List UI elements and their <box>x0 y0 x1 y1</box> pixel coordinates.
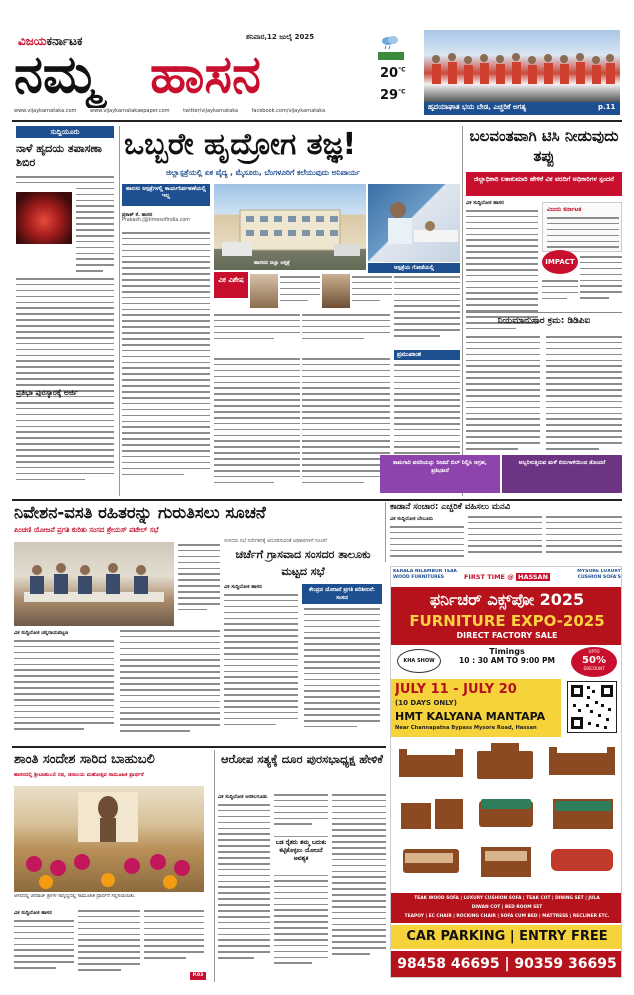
story3-box-body <box>304 608 380 744</box>
bottom-mid-col3 <box>332 794 386 980</box>
weather-label-box <box>378 52 404 60</box>
bahubali-ceremony-photo <box>14 786 204 892</box>
bottom-left-page-ref: P.03 <box>190 972 206 980</box>
story2-headline: ನಿವೇಶನ-ವಸತಿ ರಹಿತರನ್ನು ಗುರುತಿಸಲು ಸೂಚನೆ <box>14 503 266 522</box>
promo-bar <box>380 455 622 493</box>
promo-left[interactable]: ಕಾಮಗಾರಿ ವರದಿಯನ್ನು ನೀಡದೆ ಬಿಲ್ ನಿಲ್ಲಿಸಿ ಆಗ್ರಹ, ಪ್ರತಿಭಟನೆ <box>380 455 500 493</box>
bottom-left-story <box>14 750 210 982</box>
lead-sub-section: ಪ್ರಮುಖಾಂಶ <box>394 350 460 360</box>
meeting-photo <box>14 542 174 626</box>
ad-days: (10 DAYS ONLY) <box>395 699 457 707</box>
right-top-inner-rule <box>466 312 622 313</box>
ad-discount-badge <box>571 647 617 677</box>
top-photo-caption-band <box>424 102 620 115</box>
story2-photo-side-text <box>178 544 220 626</box>
ad-city: HASSAN <box>518 573 549 581</box>
right-top-col2 <box>580 256 622 308</box>
bottom-mid-col1 <box>218 804 270 980</box>
masthead-links <box>14 108 424 117</box>
impact-stamp: IMPACT <box>542 250 578 274</box>
right-top-sub-headline: ನಿಯಮಾನುಸಾರ ಕ್ರಮ: ಡಿಡಿಪಿಐ <box>497 316 591 326</box>
hospital-photo-caption: ಹಾಸನದ ಜಿಲ್ಲಾ ಆಸ್ಪತ್ರೆ <box>254 260 290 266</box>
story4 <box>390 502 622 564</box>
lead-photo-desc-mid <box>302 314 390 354</box>
paper-prefix: ವಿಜಯ <box>18 34 47 48</box>
website-link[interactable]: www.vijaykarnataka.com <box>14 108 77 114</box>
bottom-mid-col2a <box>274 794 328 834</box>
story2-body <box>14 542 220 742</box>
top-right-group-photo <box>424 30 620 102</box>
story3-headline: ಚರ್ಚೆಗೆ ಗ್ರಾಸವಾದ ಸಂಸದರ ತಾಲೂಕು ಮಟ್ಟದ ಸಭೆ <box>235 548 371 578</box>
sidebar-body-text <box>76 176 114 276</box>
newspaper-clipping <box>542 202 622 252</box>
story4-byline: ವಿಕ ಸುದ್ದಿಲೋಕ ಬೇಲೂರು <box>390 516 433 522</box>
ad-discount-prefix: UPTO <box>588 649 600 654</box>
masthead-divider <box>12 120 622 122</box>
story2 <box>14 502 382 542</box>
story4-col2 <box>468 516 542 564</box>
paper-name-text: ಕರ್ನಾಟಕ <box>46 34 83 48</box>
story3 <box>224 538 382 744</box>
lead-headline: ಒಬ್ಬರೇ ಹೃದ್ರೋಗ ತಜ್ಞ! <box>124 127 357 162</box>
lead-right-divider <box>462 126 463 496</box>
doctor-portrait-1 <box>250 274 278 308</box>
top-photo-page-ref: p.11 <box>598 103 616 111</box>
temp-low <box>380 88 414 104</box>
bottom-left-subhead: ಹಾಸನದಲ್ಲಿ ಶ್ರೀಬಾಹುಬಲಿ ರಥ, ಜಿನಾಲಯ ಮಹೋತ್ಸವ ಸಾಮೂಹಿಕ ಪ್ರಾರ್ಥನೆ <box>14 772 144 778</box>
story3-byline: ವಿಕ ಸುದ್ದಿಲೋಕ ಹಾಸನ <box>224 584 262 590</box>
bottom-mid-headline: ಆರೋಪ ಸತ್ಯಕ್ಕೆ ದೂರ ಪುರಸಭಾಧ್ಯಕ್ಷ ಹೇಳಿಕೆ <box>221 752 383 766</box>
story2-col2 <box>120 630 220 742</box>
ad-qr-code[interactable] <box>567 681 617 733</box>
sidebar-body-text-2 <box>16 176 114 188</box>
facebook-link[interactable]: facebook.com/vijaykarnataka <box>251 108 326 114</box>
lead-kicker: ಹಾಲಸು ಆಸ್ಪತ್ರೆಗಳಲ್ಲಿ ಕಾರ್ಯನಿರ್ವಹಣೆಯಲ್ಲಿ ಇಲ್ಲ <box>122 184 210 206</box>
ad-title: FURNITURE EXPO-2025 <box>409 612 605 630</box>
ad-right-brand: MYSORE LUXURY CUSHION SOFA'S <box>577 569 621 580</box>
ad-date-block <box>391 679 561 737</box>
lead-byline <box>122 212 210 230</box>
masthead-title-left: ನಮ್ಮ <box>14 45 100 105</box>
quote-box-2 <box>352 276 392 310</box>
ad-products-line3: TEAPOY | EC CHAIR | ROCKING CHAIR | SOFA CUM BED | MATTRESS | RECLINER ETC. <box>404 914 610 919</box>
lead-story <box>122 124 460 498</box>
vk-special-badge: ವಿಕ ವಿಶೇಷ <box>214 272 248 298</box>
right-top-band: ಜಿಲ್ಲಾಧಿಕಾರಿ ಲತಾಕುಮಾರಿ ಹೇಳಿಕೆ ವಿಕ ವರದಿಗೆ ಅಧಿಕಾರಿಗಳ ಸ್ಪಂದನೆ <box>466 172 622 196</box>
right-top-col2b <box>542 280 578 308</box>
ad-subtitle: DIRECT FACTORY SALE <box>456 631 558 640</box>
sidebar-body-text-4 <box>16 402 114 494</box>
ad-discount-value: 50% <box>582 655 606 666</box>
temp-high-value: 20 <box>380 66 399 81</box>
ad-products-line2: DIWAN COT | BED ROOM SET <box>471 905 543 910</box>
right-top-headline: ಬಲವಂತವಾಗಿ ಟಿಸಿ ನೀಡುವುದು ತಪ್ಪು <box>469 127 619 165</box>
twitter-link[interactable]: twitter/vijaykarnataka <box>183 108 239 114</box>
right-top-col4 <box>546 336 622 462</box>
weather-box <box>372 30 416 118</box>
ad-phones[interactable]: 98458 46695 | 90359 36695 <box>391 951 622 977</box>
bottom-left-headline: ಶಾಂತಿ ಸಂದೇಶ ಸಾರಿದ ಬಾಹುಬಲಿ <box>14 752 155 767</box>
clipping-masthead: ವಿಜಯ ಕರ್ನಾಟಕ <box>547 206 582 213</box>
ad-venue: HMT KALYANA MANTAPA <box>395 710 546 723</box>
sidebar <box>16 126 114 496</box>
story3-col1 <box>224 594 298 744</box>
promo-right[interactable]: ಅಬ್ಬರಿಸುತ್ತಿರುವ ಮಳೆ ಬಿರುಗಾಳಿಯಿಂದ ತೊಂದರೆ <box>502 455 622 493</box>
lead-byline-name: ಪ್ರಕಾಶ್ ಕೆ. ಹಾಸನ <box>122 212 153 218</box>
right-top-story <box>466 124 622 498</box>
temp-high <box>380 66 414 82</box>
bottom-left-col3 <box>144 910 204 972</box>
story2-byline: ವಿಕ ಸುದ್ದಿಲೋಕ ಚನ್ನರಾಯಪಟ್ಟಣ <box>14 630 69 636</box>
furniture-expo-ad[interactable] <box>390 566 622 978</box>
temp-low-value: 29 <box>380 88 399 103</box>
ad-title-block <box>391 587 622 645</box>
bottom-left-col2 <box>78 910 140 980</box>
ad-dates: JULY 11 - JULY 20 <box>395 682 517 697</box>
clipping-text <box>547 217 619 251</box>
top-photo-caption: ಹೃದಯಾಘಾತ ಭಯ ಬೇಡ, ಎಚ್ಚರಿಕೆ ಅಗತ್ಯ <box>428 103 526 111</box>
ad-kannada-title: ಫರ್ನಿಚರ್ ಎಕ್ಸ್‌ಪೋ 2025 <box>429 590 585 609</box>
lead-col2-text <box>214 358 300 494</box>
story3-box-title: ಕೇಂದ್ರದ ಯೋಜನೆ ಪ್ರಗತಿ ಪರಿಶೀಲನೆ: ಸಂಸದ <box>302 584 382 604</box>
lead-col3-text <box>302 358 390 494</box>
epaper-link[interactable]: www.vijaykarnatakaepaper.com <box>90 108 170 114</box>
right-top-col3 <box>466 336 540 462</box>
story3-top-label: ಸಂಸದರು ಸಭೆ ನಿರ್ದೇಶನಕ್ಕೆ ಅನುಸರಿಸುವಂತೆ ಅಧಿಕಾರಿಗಳಿಗೆ ಸೂಚನೆ <box>224 539 327 544</box>
bottom-mid-story <box>218 750 386 982</box>
story2-subhead: ಪಿಂಚಣಿ ಯೋಜನೆ ಪ್ರಗತಿ ಕುರಿತು ಸಂಸದ ಶ್ರೇಯಸ್ ಪಟೇಲ್ ಸಭೆ <box>14 526 159 534</box>
lead-subhead: ಜಿಲ್ಲಾಸ್ಪತ್ರೆಯಲ್ಲಿ ಏಕ ವೈದ್ಯ , ಮೈಸೂರು, ಬೆಂಗಳೂರಿಗೆ ಕಲೆಯುವುದು ಅನಿವಾರ್ಯ <box>166 168 361 177</box>
bottom-mid-col2b <box>274 880 328 980</box>
ad-top-strip <box>391 567 622 587</box>
mid-section-divider <box>12 746 386 748</box>
quote-box-1 <box>280 276 320 310</box>
doctor-portrait-2 <box>322 274 350 308</box>
temp-unit-2: °C <box>398 88 406 96</box>
ad-furniture-grid <box>395 741 619 889</box>
masthead <box>0 0 634 123</box>
right-top-byline: ವಿಕ ಸುದ್ದಿಲೋಕ ಹಾಸನ <box>466 200 504 206</box>
bottom-left-caption: ಆಸನದಲ್ಲಿ ಜಿನರಾಜ್ ಶ್ರೀಗಳ ಸಾನ್ನಿಧ್ಯದಲ್ಲಿ ಸಾಮೂಹಿಕ ಪ್ರಾರ್ಥನೆ ಸಲ್ಲಿಸಲಾಯಿತು. <box>14 894 136 899</box>
issue-date: ಶನಿವಾರ,12 ಜುಲೈ 2025 <box>246 33 315 41</box>
doctor-patient-photo <box>368 184 460 262</box>
story2-col1 <box>14 640 114 742</box>
ad-address: Near Channapatna Bypass Mysore Road, Hassan <box>395 725 537 731</box>
ad-timings-label: Timings <box>489 647 525 656</box>
masthead-title-right: ಹಾಸನ <box>150 45 261 105</box>
temp-unit: °C <box>398 66 406 74</box>
story4-col3 <box>546 516 622 564</box>
bottom-left-byline: ವಿಕ ಸುದ್ದಿಲೋಕ ಹಾಸನ <box>14 910 52 916</box>
ad-logo: KHA SHOW <box>397 649 441 673</box>
ad-products-line1: TEAK WOOD SOFA | LUXURY CUSHION SOFA | TEAK COT | DINING SET | JULA <box>414 896 600 901</box>
ad-first-time-text: FIRST TIME @ <box>463 573 514 581</box>
ad-discount-suffix: DISCOUNT <box>583 666 605 671</box>
ad-parking: CAR PARKING | ENTRY FREE <box>391 925 622 949</box>
lead-photo-desc-left <box>214 314 300 350</box>
ad-timings-value: 10 : 30 AM TO 9:00 PM <box>459 656 555 665</box>
lead-col1-text <box>122 232 210 494</box>
hospital-building-photo <box>214 184 366 270</box>
sidebar-sub-heading: ಪ್ರತಿಭಾ ಪುರಸ್ಕಾರಕ್ಕೆ ಅರ್ಜಿ <box>16 388 78 397</box>
side-photo-caption: ಆಸ್ಪತ್ರೆಯ ಗೋಡೆಯಲ್ಲಿ <box>368 263 460 273</box>
sidebar-heading: ನಾಳೆ ಹೃದಯ ತಪಾಸಣಾ ಶಿಬಿರ <box>16 142 102 169</box>
lead-col4-text <box>394 276 460 348</box>
bottom-mid-byline: ವಿಕ ಸುದ್ದಿಲೋಕ ಅರಕಲಗೂಡು <box>218 794 268 800</box>
ad-products <box>391 893 622 923</box>
bottom-mid-quote: ಬಡ ರೈತರು ತಮ್ಮ ಬದುಕು ಕಟ್ಟಿಕೊಳ್ಳಲು ಯೋಜನೆ ಅವಶ್ಯಕ <box>274 836 328 876</box>
lead-byline-email[interactable]: Prakash.j@timesofindia.com <box>122 218 190 223</box>
ad-first-time <box>461 569 553 585</box>
sidebar-divider <box>119 126 120 496</box>
ad-timings <box>447 647 567 675</box>
bottom-left-col1 <box>14 920 74 980</box>
story4-headline: ಕಾಡಾನೆ ಸಂಚಾರ: ಎಚ್ಚರಿಕೆ ವಹಿಸಲು ಮನವಿ <box>390 502 511 512</box>
cloud-rain-icon <box>380 34 400 50</box>
story3-right-divider <box>385 502 386 562</box>
heart-illustration <box>16 192 72 244</box>
sidebar-section-label: ಸುದ್ದಿಯೂರು <box>16 126 114 138</box>
ad-left-brand: KERALA NILAMBUR TEAK WOOD FURNITURES <box>393 569 458 580</box>
story4-col1 <box>390 526 464 564</box>
upper-section-divider <box>12 499 622 501</box>
bottom-mid-divider <box>214 750 215 982</box>
